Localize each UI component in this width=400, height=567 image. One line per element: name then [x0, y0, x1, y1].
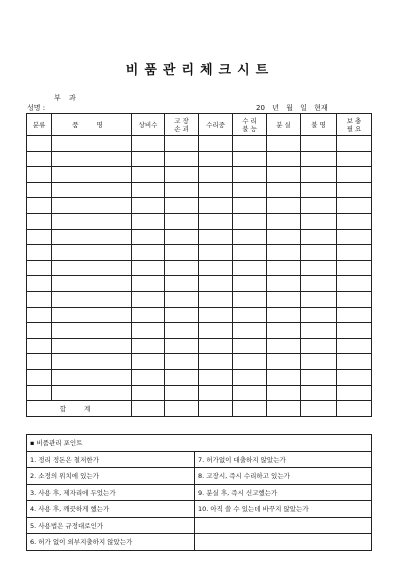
table-cell[interactable] — [132, 229, 165, 245]
point-item: 6. 허가 없이 외부지출하지 않았는가 — [27, 534, 195, 551]
table-cell[interactable] — [132, 385, 165, 401]
table-cell[interactable] — [165, 229, 199, 245]
table-cell[interactable] — [27, 354, 52, 370]
table-cell[interactable] — [337, 229, 372, 245]
column-header: 상비수 — [132, 114, 165, 136]
table-cell[interactable] — [337, 167, 372, 183]
table-cell[interactable] — [27, 369, 52, 385]
table-cell[interactable] — [199, 136, 233, 152]
table-cell[interactable] — [27, 182, 52, 198]
point-row — [27, 501, 372, 518]
table-cell[interactable] — [27, 245, 52, 261]
table-cell[interactable] — [267, 385, 301, 401]
table-row — [27, 182, 372, 198]
table-row — [27, 213, 372, 229]
table-cell[interactable] — [233, 338, 267, 354]
table-row — [27, 276, 372, 292]
table-cell[interactable] — [301, 323, 337, 339]
table-row — [27, 151, 372, 167]
table-cell[interactable] — [233, 276, 267, 292]
table-cell[interactable] — [132, 260, 165, 276]
table-cell[interactable] — [27, 260, 52, 276]
table-cell[interactable] — [52, 151, 132, 167]
table-cell[interactable] — [267, 338, 301, 354]
total-cell[interactable] — [301, 401, 337, 417]
table-cell[interactable] — [52, 338, 132, 354]
table-cell[interactable] — [199, 323, 233, 339]
table-cell[interactable] — [337, 213, 372, 229]
table-cell[interactable] — [301, 291, 337, 307]
table-cell[interactable] — [233, 245, 267, 261]
table-cell[interactable] — [165, 182, 199, 198]
table-cell[interactable] — [199, 369, 233, 385]
table-cell[interactable] — [52, 136, 132, 152]
table-cell[interactable] — [199, 213, 233, 229]
table-cell[interactable] — [301, 136, 337, 152]
table-cell[interactable] — [233, 182, 267, 198]
table-row — [27, 291, 372, 307]
table-cell[interactable] — [27, 151, 52, 167]
table-cell[interactable] — [337, 276, 372, 292]
table-cell[interactable] — [301, 354, 337, 370]
table-cell[interactable] — [199, 307, 233, 323]
table-cell[interactable] — [199, 182, 233, 198]
table-cell[interactable] — [233, 151, 267, 167]
column-header: 고 장 손 괴 — [165, 114, 199, 136]
point-item: 1. 정리 정돈은 철저한가 — [27, 451, 195, 468]
table-cell[interactable] — [267, 323, 301, 339]
table-cell[interactable] — [132, 276, 165, 292]
date-label: 20 년 월 일 현재 — [256, 104, 328, 112]
table-cell[interactable] — [233, 167, 267, 183]
table-cell[interactable] — [337, 323, 372, 339]
table-row — [27, 198, 372, 214]
table-cell[interactable] — [199, 151, 233, 167]
table-cell[interactable] — [199, 198, 233, 214]
table-cell[interactable] — [233, 354, 267, 370]
table-cell[interactable] — [165, 136, 199, 152]
department-label: 부 과 — [54, 94, 79, 102]
point-row — [27, 451, 372, 468]
table-cell[interactable] — [233, 136, 267, 152]
column-header: 품 명 — [52, 114, 132, 136]
table-cell[interactable] — [337, 136, 372, 152]
table-cell[interactable] — [52, 245, 132, 261]
table-cell[interactable] — [27, 213, 52, 229]
column-header: 불 명 — [301, 114, 337, 136]
table-cell[interactable] — [301, 260, 337, 276]
table-cell[interactable] — [52, 354, 132, 370]
table-cell[interactable] — [52, 369, 132, 385]
table-cell[interactable] — [337, 151, 372, 167]
table-cell[interactable] — [165, 369, 199, 385]
point-row — [27, 468, 372, 485]
table-cell[interactable] — [165, 167, 199, 183]
table-cell[interactable] — [132, 167, 165, 183]
table-row — [27, 323, 372, 339]
table-cell[interactable] — [301, 198, 337, 214]
table-cell[interactable] — [267, 167, 301, 183]
table-cell[interactable] — [132, 291, 165, 307]
total-row — [27, 401, 372, 417]
table-cell[interactable] — [165, 198, 199, 214]
table-cell[interactable] — [165, 291, 199, 307]
table-cell[interactable] — [337, 385, 372, 401]
point-row — [27, 534, 372, 551]
table-row — [27, 354, 372, 370]
table-cell[interactable] — [165, 245, 199, 261]
total-label: 합 계 — [27, 401, 132, 417]
point-row — [27, 484, 372, 501]
table-cell[interactable] — [301, 151, 337, 167]
total-cell[interactable] — [132, 401, 165, 417]
points-title: ▪ 비품관리 포인트 — [27, 435, 372, 452]
table-row — [27, 338, 372, 354]
table-cell[interactable] — [52, 213, 132, 229]
point-item: 7. 허가없이 대출하지 않았는가 — [195, 451, 372, 468]
table-cell[interactable] — [337, 260, 372, 276]
table-cell[interactable] — [132, 151, 165, 167]
checklist-table — [26, 113, 372, 417]
table-row — [27, 307, 372, 323]
table-cell[interactable] — [233, 198, 267, 214]
table-cell[interactable] — [165, 151, 199, 167]
total-cell[interactable] — [199, 401, 233, 417]
table-cell[interactable] — [165, 323, 199, 339]
table-cell[interactable] — [337, 369, 372, 385]
table-row — [27, 260, 372, 276]
table-cell[interactable] — [267, 198, 301, 214]
table-cell[interactable] — [132, 338, 165, 354]
table-cell[interactable] — [233, 323, 267, 339]
table-cell[interactable] — [27, 291, 52, 307]
table-cell[interactable] — [132, 354, 165, 370]
table-cell[interactable] — [233, 307, 267, 323]
table-cell[interactable] — [199, 338, 233, 354]
table-cell[interactable] — [27, 276, 52, 292]
point-item — [195, 534, 372, 551]
table-cell[interactable] — [233, 385, 267, 401]
table-cell[interactable] — [52, 291, 132, 307]
table-cell[interactable] — [132, 369, 165, 385]
table-cell[interactable] — [132, 213, 165, 229]
table-cell[interactable] — [301, 307, 337, 323]
table-cell[interactable] — [199, 385, 233, 401]
table-cell[interactable] — [52, 229, 132, 245]
table-cell[interactable] — [301, 213, 337, 229]
table-cell[interactable] — [267, 151, 301, 167]
column-header: 수 리 불 능 — [233, 114, 267, 136]
table-cell[interactable] — [165, 213, 199, 229]
table-cell[interactable] — [267, 369, 301, 385]
table-cell[interactable] — [199, 276, 233, 292]
table-cell[interactable] — [301, 182, 337, 198]
table-cell[interactable] — [199, 229, 233, 245]
point-item: 5. 사용법은 규정대로인가 — [27, 517, 195, 534]
table-cell[interactable] — [199, 260, 233, 276]
table-cell[interactable] — [337, 354, 372, 370]
points-table — [26, 434, 372, 551]
page-title: 비품관리체크시트 — [125, 63, 275, 78]
table-cell[interactable] — [165, 276, 199, 292]
table-cell[interactable] — [267, 229, 301, 245]
table-cell[interactable] — [337, 291, 372, 307]
table-cell[interactable] — [233, 369, 267, 385]
table-cell[interactable] — [233, 291, 267, 307]
table-cell[interactable] — [165, 338, 199, 354]
table-cell[interactable] — [337, 182, 372, 198]
table-cell[interactable] — [337, 338, 372, 354]
point-row — [27, 517, 372, 534]
table-cell[interactable] — [301, 229, 337, 245]
table-cell[interactable] — [267, 260, 301, 276]
table-row — [27, 245, 372, 261]
table-cell[interactable] — [132, 323, 165, 339]
table-cell[interactable] — [301, 338, 337, 354]
table-cell[interactable] — [52, 385, 132, 401]
table-cell[interactable] — [301, 167, 337, 183]
table-cell[interactable] — [337, 198, 372, 214]
table-row — [27, 136, 372, 152]
table-cell[interactable] — [267, 213, 301, 229]
total-cell[interactable] — [233, 401, 267, 417]
table-cell[interactable] — [52, 307, 132, 323]
table-cell[interactable] — [165, 307, 199, 323]
table-cell[interactable] — [233, 260, 267, 276]
table-cell[interactable] — [301, 276, 337, 292]
table-cell[interactable] — [199, 291, 233, 307]
table-cell[interactable] — [52, 260, 132, 276]
table-row — [27, 385, 372, 401]
table-cell[interactable] — [165, 260, 199, 276]
table-cell[interactable] — [337, 245, 372, 261]
column-header: 분 실 — [267, 114, 301, 136]
table-cell[interactable] — [267, 354, 301, 370]
total-cell[interactable] — [267, 401, 301, 417]
table-cell[interactable] — [267, 182, 301, 198]
table-cell[interactable] — [27, 136, 52, 152]
table-row — [27, 229, 372, 245]
table-row — [27, 369, 372, 385]
table-cell[interactable] — [199, 245, 233, 261]
total-cell[interactable] — [337, 401, 372, 417]
table-cell[interactable] — [27, 385, 52, 401]
table-cell[interactable] — [165, 385, 199, 401]
table-cell[interactable] — [27, 229, 52, 245]
table-cell[interactable] — [132, 182, 165, 198]
table-cell[interactable] — [267, 245, 301, 261]
column-header: 보 충 필 요 — [337, 114, 372, 136]
table-row — [27, 167, 372, 183]
table-cell[interactable] — [233, 213, 267, 229]
table-cell[interactable] — [52, 167, 132, 183]
table-cell[interactable] — [52, 182, 132, 198]
table-cell[interactable] — [27, 167, 52, 183]
table-cell[interactable] — [267, 136, 301, 152]
point-item: 8. 고장시, 즉시 수리하고 있는가 — [195, 468, 372, 485]
name-label: 성명 : — [27, 104, 46, 112]
table-cell[interactable] — [27, 338, 52, 354]
table-cell[interactable] — [27, 198, 52, 214]
table-cell[interactable] — [132, 307, 165, 323]
table-cell[interactable] — [52, 323, 132, 339]
table-cell[interactable] — [52, 198, 132, 214]
table-cell[interactable] — [27, 307, 52, 323]
column-header: 분류 — [27, 114, 52, 136]
table-cell[interactable] — [165, 354, 199, 370]
table-cell[interactable] — [267, 291, 301, 307]
table-cell[interactable] — [301, 245, 337, 261]
table-cell[interactable] — [301, 369, 337, 385]
column-header: 수리중 — [199, 114, 233, 136]
table-cell[interactable] — [267, 276, 301, 292]
table-cell[interactable] — [132, 198, 165, 214]
table-cell[interactable] — [52, 276, 132, 292]
table-cell[interactable] — [27, 323, 52, 339]
point-item: 4. 사용 후, 깨끗하게 했는가 — [27, 501, 195, 518]
table-cell[interactable] — [301, 385, 337, 401]
point-item: 2. 소정의 위치에 있는가 — [27, 468, 195, 485]
point-item: 9. 분실 후, 즉시 신고했는가 — [195, 484, 372, 501]
point-item: 10. 아직 쓸 수 있는데 바꾸지 않았는가 — [195, 501, 372, 518]
point-item — [195, 517, 372, 534]
total-cell[interactable] — [165, 401, 199, 417]
table-cell[interactable] — [132, 136, 165, 152]
table-cell[interactable] — [199, 167, 233, 183]
table-cell[interactable] — [132, 245, 165, 261]
table-header-row — [27, 114, 372, 136]
table-cell[interactable] — [337, 307, 372, 323]
table-cell[interactable] — [267, 307, 301, 323]
table-cell[interactable] — [233, 229, 267, 245]
point-item: 3. 사용 후, 제자리에 두었는가 — [27, 484, 195, 501]
table-cell[interactable] — [199, 354, 233, 370]
